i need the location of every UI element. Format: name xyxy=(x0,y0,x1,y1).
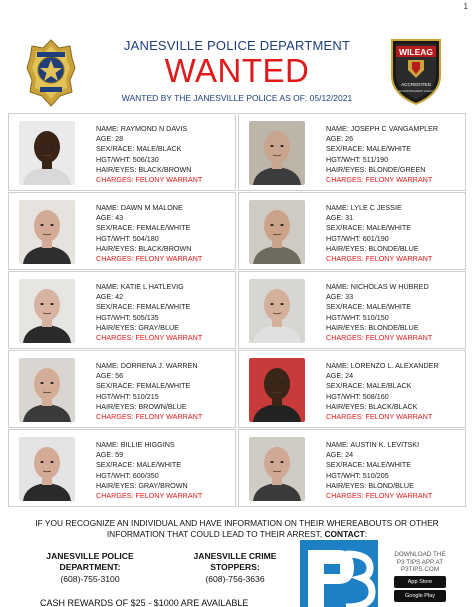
wanted-title: WANTED xyxy=(164,52,310,89)
person-age: AGE: 31 xyxy=(326,213,354,223)
person-height-weight: HGT/WHT: 510/215 xyxy=(96,391,159,401)
person-age: AGE: 33 xyxy=(326,292,354,302)
person-sex-race: SEX/RACE: MALE/WHITE xyxy=(326,302,412,312)
person-name: NAME: RAYMOND N DAVIS xyxy=(96,124,188,133)
person-info xyxy=(96,440,202,501)
person-age: AGE: 26 xyxy=(326,134,354,144)
wanted-person-card xyxy=(8,429,236,507)
person-sex-race: SEX/RACE: MALE/WHITE xyxy=(326,144,412,154)
wanted-person-card xyxy=(8,350,236,428)
person-name: NAME: LYLE C JESSIE xyxy=(326,203,402,212)
person-charges: CHARGES: FELONY WARRANT xyxy=(96,412,203,422)
contact-stoppers-phone[interactable]: (608)-756-3636 xyxy=(205,574,265,584)
app-text-line3[interactable]: P3TIPS.COM xyxy=(400,566,440,574)
app-text-line2: P3 TIPS APP AT xyxy=(396,558,444,566)
wanted-person-card xyxy=(238,271,466,349)
person-info xyxy=(326,124,438,185)
footer-colon: : xyxy=(364,529,368,539)
person-charges: CHARGES: FELONY WARRANT xyxy=(96,333,203,343)
p3-tips-logo-icon xyxy=(300,540,378,607)
law-enforcement-text: LAW ENFORCEMENT AGENCY xyxy=(397,90,435,93)
person-hair-eyes: HAIR/EYES: BLONDE/BLUE xyxy=(326,243,419,253)
person-charges: CHARGES: FELONY WARRANT xyxy=(96,175,203,185)
person-sex-race: SEX/RACE: MALE/BLACK xyxy=(326,381,412,391)
contact-stoppers-title-1: JANESVILLE CRIME xyxy=(193,551,277,561)
wanted-person-card xyxy=(238,192,466,270)
person-sex-race: SEX/RACE: FEMALE/WHITE xyxy=(96,302,191,312)
person-sex-race: SEX/RACE: MALE/BLACK xyxy=(96,144,182,154)
mugshot-photo xyxy=(249,437,305,501)
person-height-weight: HGT/WHT: 510/150 xyxy=(326,312,389,322)
person-hair-eyes: HAIR/EYES: BLONDE/BLUE xyxy=(326,322,419,332)
person-age: AGE: 42 xyxy=(96,292,124,302)
person-info xyxy=(326,282,432,343)
mugshot-photo xyxy=(19,279,75,343)
person-age: AGE: 56 xyxy=(96,371,124,381)
person-height-weight: HGT/WHT: 600/350 xyxy=(96,470,159,480)
person-sex-race: SEX/RACE: MALE/WHITE xyxy=(326,460,412,470)
person-info xyxy=(96,124,202,185)
wileag-text: WILEAG xyxy=(399,47,433,57)
person-hair-eyes: HAIR/EYES: BLONDE/GREEN xyxy=(326,164,426,174)
person-height-weight: HGT/WHT: 508/160 xyxy=(326,391,389,401)
person-name: NAME: DORRENA J. WARREN xyxy=(96,361,198,370)
app-store-button[interactable]: App Store xyxy=(394,576,446,588)
person-sex-race: SEX/RACE: FEMALE/WHITE xyxy=(96,223,191,233)
person-age: AGE: 24 xyxy=(326,371,354,381)
wanted-person-card xyxy=(238,113,466,191)
person-name: NAME: AUSTIN K. LEVITSKI xyxy=(326,440,420,449)
person-name: NAME: NICHOLAS W HUBRED xyxy=(326,282,429,291)
person-charges: CHARGES: FELONY WARRANT xyxy=(96,491,203,501)
person-name: NAME: BILLIE HIGGINS xyxy=(96,440,175,449)
person-height-weight: HGT/WHT: 505/135 xyxy=(96,312,159,322)
mugshot-photo xyxy=(19,437,75,501)
wanted-person-card xyxy=(8,271,236,349)
person-charges: CHARGES: FELONY WARRANT xyxy=(326,175,433,185)
person-hair-eyes: HAIR/EYES: BROWN/BLUE xyxy=(96,401,187,411)
person-sex-race: SEX/RACE: MALE/WHITE xyxy=(326,223,412,233)
app-text-line1: DOWNLOAD THE xyxy=(394,551,446,558)
person-name: NAME: LORENZO L. ALEXANDER xyxy=(326,361,439,370)
person-charges: CHARGES: FELONY WARRANT xyxy=(326,254,433,264)
person-info xyxy=(96,203,202,264)
mugshot-photo xyxy=(249,279,305,343)
wanted-person-card xyxy=(238,429,466,507)
person-charges: CHARGES: FELONY WARRANT xyxy=(326,491,433,501)
person-hair-eyes: HAIR/EYES: BLACK/BROWN xyxy=(96,243,192,253)
person-charges: CHARGES: FELONY WARRANT xyxy=(96,254,203,264)
page-number: 1 xyxy=(463,2,468,11)
person-info xyxy=(96,282,202,343)
person-hair-eyes: HAIR/EYES: BLOND/BLUE xyxy=(326,480,414,490)
contact-police-phone[interactable]: (608)-755-3100 xyxy=(60,574,120,584)
person-hair-eyes: HAIR/EYES: BLACK/BROWN xyxy=(96,164,192,174)
person-info xyxy=(96,361,202,422)
person-charges: CHARGES: FELONY WARRANT xyxy=(326,412,433,422)
person-sex-race: SEX/RACE: MALE/WHITE xyxy=(96,460,182,470)
contact-police-title-1: JANESVILLE POLICE xyxy=(46,551,134,561)
department-title: JANESVILLE POLICE DEPARTMENT xyxy=(123,38,351,53)
person-height-weight: HGT/WHT: 601/190 xyxy=(326,233,389,243)
person-sex-race: SEX/RACE: FEMALE/WHITE xyxy=(96,381,191,391)
person-height-weight: HGT/WHT: 504/180 xyxy=(96,233,159,243)
person-hair-eyes: HAIR/EYES: GRAY/BROWN xyxy=(96,480,188,490)
person-age: AGE: 24 xyxy=(326,450,354,460)
person-hair-eyes: HAIR/EYES: BLACK/BLACK xyxy=(326,401,418,411)
person-name: NAME: JOSEPH C VANGAMPLER xyxy=(326,124,439,133)
person-info xyxy=(326,361,439,422)
person-hair-eyes: HAIR/EYES: GRAY/BLUE xyxy=(96,322,179,332)
person-height-weight: HGT/WHT: 510/205 xyxy=(326,470,389,480)
cash-rewards-text: CASH REWARDS OF $25 - $1000 ARE AVAILABLE xyxy=(40,598,249,607)
person-name: NAME: KATIE L HATLEVIG xyxy=(96,282,184,291)
person-age: AGE: 43 xyxy=(96,213,124,223)
contact-stoppers-title-2: STOPPERS: xyxy=(210,562,260,572)
wileag-accreditation-icon xyxy=(388,36,444,106)
person-name: NAME: DAWN M MALONE xyxy=(96,203,183,212)
mugshot-photo xyxy=(19,121,75,185)
person-height-weight: HGT/WHT: 511/190 xyxy=(326,154,389,164)
mugshot-photo xyxy=(19,200,75,264)
contact-police xyxy=(30,551,150,585)
footer-message-line2: INFORMATION THAT COULD LEAD TO THEIR ARREST, xyxy=(106,529,323,539)
wanted-person-card xyxy=(8,192,236,270)
mugshot-photo xyxy=(249,200,305,264)
footer-message-line1: IF YOU RECOGNIZE AN INDIVIDUAL AND HAVE INFORMATION ON THEIR WHEREABOUTS OR OTHER xyxy=(35,518,439,528)
contact-police-title-2: DEPARTMENT: xyxy=(59,562,121,572)
contact-crime-stoppers xyxy=(175,551,295,585)
mugshot-photo xyxy=(249,121,305,185)
footer-contact-word: CONTACT xyxy=(322,529,365,539)
wanted-person-card xyxy=(8,113,236,191)
wanted-person-card xyxy=(238,350,466,428)
header xyxy=(0,0,474,110)
person-info xyxy=(326,203,432,264)
person-height-weight: HGT/WHT: 506/130 xyxy=(96,154,159,164)
person-info xyxy=(326,440,432,501)
person-age: AGE: 28 xyxy=(96,134,124,144)
mugshot-photo xyxy=(19,358,75,422)
footer-message xyxy=(20,518,454,540)
person-charges: CHARGES: FELONY WARRANT xyxy=(326,333,433,343)
google-play-button[interactable]: Google Play xyxy=(394,590,446,602)
app-promo xyxy=(382,551,458,602)
wanted-subtitle: WANTED BY THE JANESVILLE POLICE AS OF: 05/12/2021 xyxy=(121,93,353,103)
mugshot-photo xyxy=(249,358,305,422)
person-age: AGE: 59 xyxy=(96,450,124,460)
accredited-text: ACCREDITED xyxy=(401,82,431,87)
